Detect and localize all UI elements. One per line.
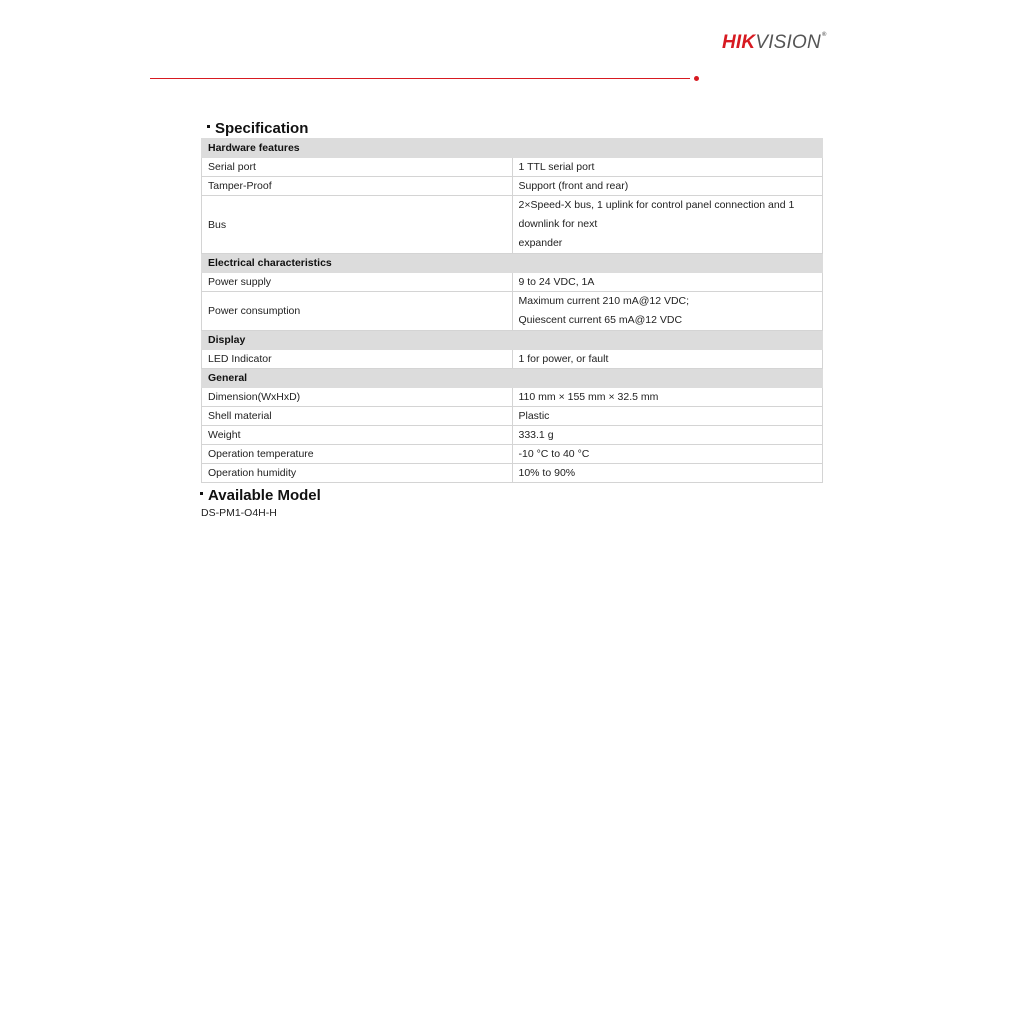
specification-heading: Specification [207, 120, 308, 137]
table-group-row: Electrical characteristics [202, 254, 823, 273]
table-row: LED Indicator 1 for power, or fault [202, 350, 823, 369]
table-row: Operation temperature -10 °C to 40 °C [202, 445, 823, 464]
table-row: Tamper-Proof Support (front and rear) [202, 177, 823, 196]
table-group-row: Hardware features [202, 139, 823, 158]
table-row: Dimension(WxHxD) 110 mm × 155 mm × 32.5 mm [202, 388, 823, 407]
header-divider-dot [694, 76, 699, 81]
table-cell-multiline: Maximum current 210 mA@12 VDC; Quiescent current 65 mA@12 VDC [512, 292, 823, 331]
table-row: Power supply 9 to 24 VDC, 1A [202, 273, 823, 292]
table-group-row: Display [202, 331, 823, 350]
hikvision-logo: HIKVISION® [722, 32, 827, 53]
bullet-icon [207, 125, 210, 128]
model-number: DS-PM1-O4H-H [201, 507, 277, 519]
table-row: Weight 333.1 g [202, 426, 823, 445]
header-divider [150, 78, 690, 79]
bullet-icon [200, 492, 203, 495]
available-model-heading: Available Model [200, 487, 321, 504]
table-group-row: General [202, 369, 823, 388]
table-row: Shell material Plastic [202, 407, 823, 426]
specification-table [201, 138, 823, 483]
table-row: Serial port 1 TTL serial port [202, 158, 823, 177]
table-cell-multiline: 2×Speed-X bus, 1 uplink for control panel connection and 1 downlink for next expander [512, 196, 823, 254]
table-row: Bus 2×Speed-X bus, 1 uplink for control panel connection and 1 downlink for next expander [202, 196, 823, 254]
table-row: Power consumption Maximum current 210 mA@12 VDC; Quiescent current 65 mA@12 VDC [202, 292, 823, 331]
table-row: Operation humidity 10% to 90% [202, 464, 823, 483]
